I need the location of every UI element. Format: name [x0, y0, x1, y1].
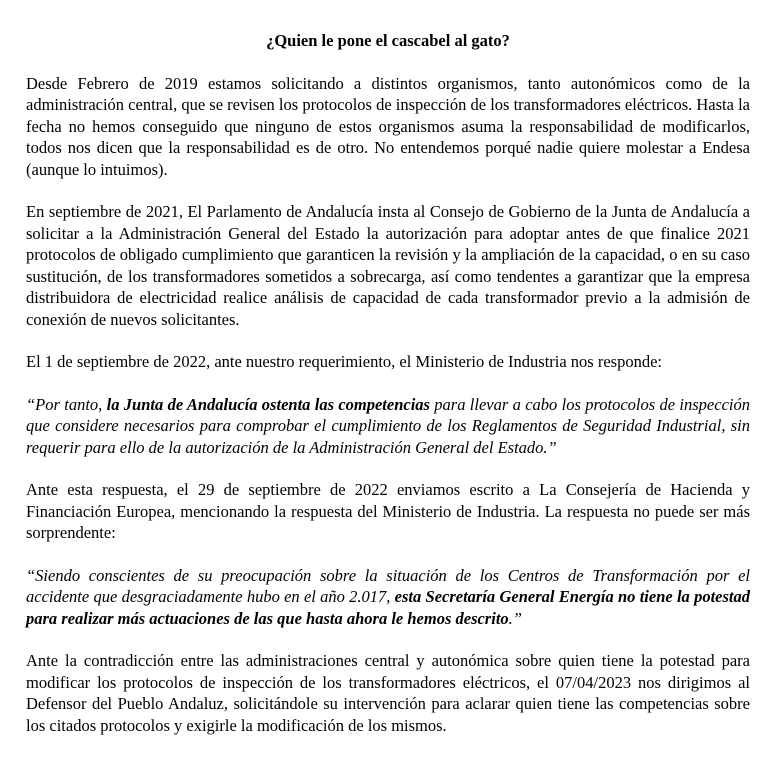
quote-ministry-bold: la Junta de Andalucía ostenta las competencias [106, 394, 430, 414]
quote-consejeria-bold: esta Secretaría General Energía no tiene la potestad para realizar más actuaciones de las que hasta ahora le hemos descrito [26, 587, 750, 628]
document-body [26, 30, 750, 757]
paragraph-parliament: En septiembre de 2021, El Parlamento de Andalucía insta al Consejo de Gobierno de la Junta de Andalucía a solicitar a la Administración General del Estado la autorización para adoptar antes de que finalice 2021 protocolos de obligado cumplimiento que garanticen la revisión y la ampliación de la capacidad, o en su caso sustitución, de los transformadores sometidos a sobrecarga, así como tendentes a garantizar que la empresa distribuidora de electricidad realice análisis de capacidad de cada transformador previo a la admisión de conexión de nuevos solicitantes. [26, 202, 750, 329]
quote-consejeria-open: “Siendo conscientes de su preocupación sobre la situación de los Centros de Transformación por el accidente que desgraciadamente hubo en el año 2.017, [26, 565, 750, 606]
quote-ministry-open: “Por tanto, [26, 394, 107, 414]
paragraph-consejeria: Ante esta respuesta, el 29 de septiembre de 2022 enviamos escrito a La Consejería de Hacienda y Financiación Europea, mencionando la respuesta del Ministerio de Industria. La respuesta no puede ser más sorprendente: [26, 480, 750, 542]
document-title: ¿Quien le pone el cascabel al gato? [266, 31, 510, 50]
quote-ministry-rest: para llevar a cabo los protocolos de inspección que considere necesarios para comprobar el cumplimiento de los Reglamentos de Seguridad Industrial, sin requerir para ello de la autorización de la Administración General del Estado.” [26, 394, 750, 457]
paragraph-intro: Desde Febrero de 2019 estamos solicitando a distintos organismos, tanto autonómicos como de la administración central, que se revisen los protocolos de inspección de los transformadores eléctricos. Hasta la fecha no hemos conseguido que ninguno de estos organismos asuma la responsabilidad de modificarlos, todos nos dicen que la responsabilidad es de otro. No entendemos porqué nadie quiere molestar a Endesa (aunque lo intuimos). [26, 73, 750, 179]
paragraph-ministry-response: El 1 de septiembre de 2022, ante nuestro requerimiento, el Ministerio de Industria nos responde: [26, 352, 662, 371]
quote-consejeria-close: .” [508, 608, 522, 628]
quote-ministry [26, 394, 750, 459]
paragraph-defensor: Ante la contradicción entre las administraciones central y autonómica sobre quien tiene la potestad para modificar los protocolos de inspección de los transformadores eléctricos, el 07/04/2023 nos dirigimos al Defensor del Pueblo Andaluz, solicitándole su intervención para aclarar quien tiene las competencias sobre los citados protocolos y exigirle la modificación de los mismos. [26, 651, 750, 735]
quote-consejeria [26, 565, 750, 630]
